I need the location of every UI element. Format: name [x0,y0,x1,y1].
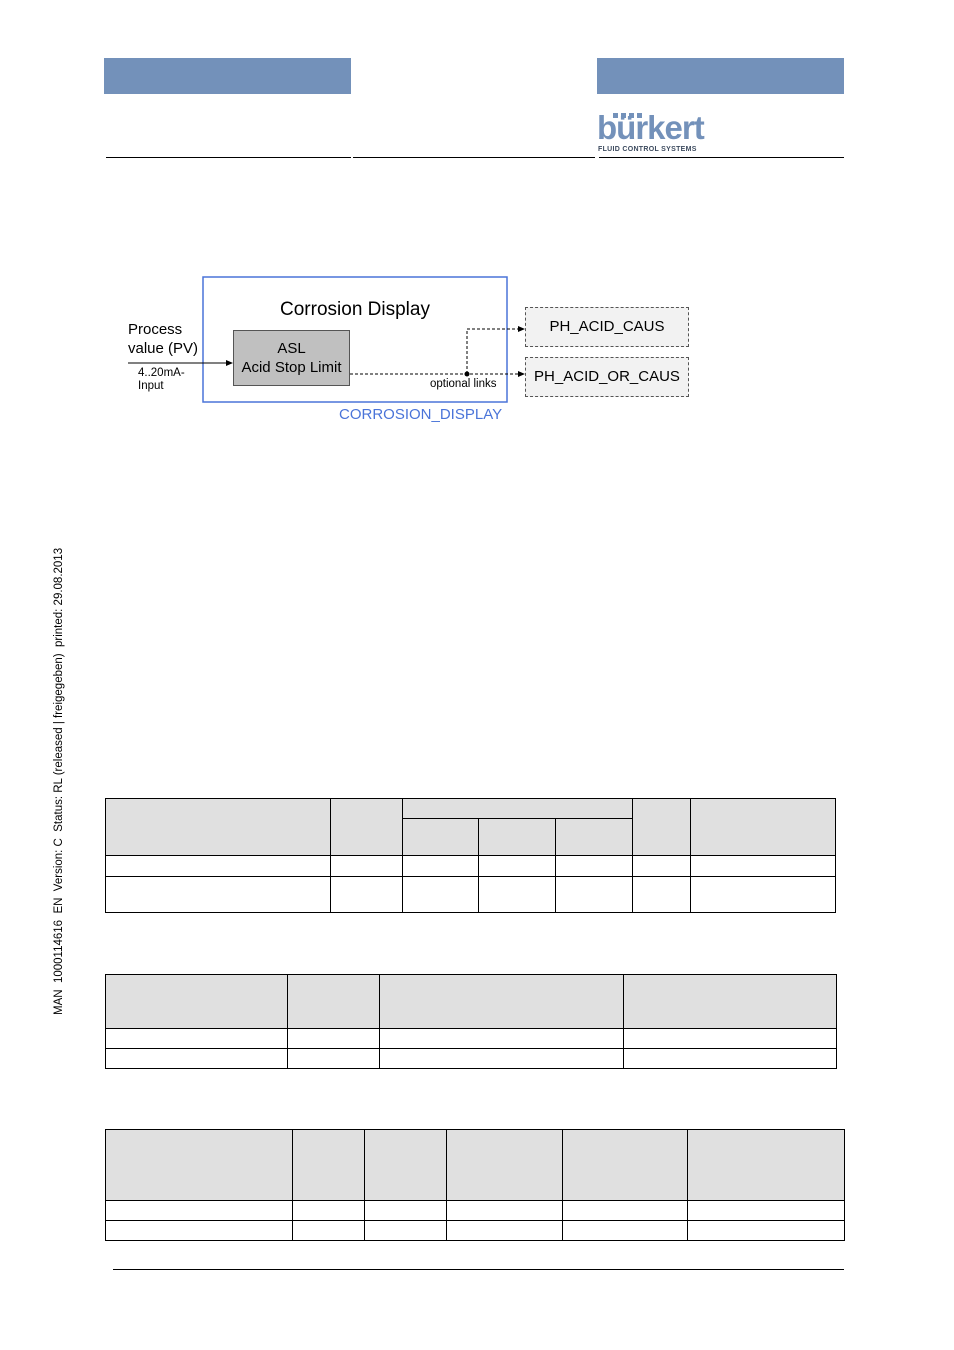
table-row [106,1201,845,1221]
footer-rule [113,1269,844,1270]
input-sub-line1: 4..20mA- [138,367,185,379]
table-row [106,877,836,913]
table-1-header-row [106,799,836,819]
output-arrowhead-lower [518,371,525,377]
table-1-subheader-cell [402,819,479,856]
optional-links-label: optional links [430,378,497,390]
table-1-header-cell [330,799,402,856]
asl-block-line1: ASL [277,340,306,357]
table-1-subheader-cell [479,819,556,856]
table-1-header-group [402,799,633,819]
module-name: CORROSION_DISPLAY [339,406,503,423]
link-junction [465,372,470,377]
table-1-header-cell [633,799,691,856]
asl-block-line2: Acid Stop Limit [241,359,342,376]
input-arrowhead [226,360,233,366]
diagram-title: Corrosion Display [280,299,430,320]
table-2-header-row [106,975,837,1029]
table-1-header-cell [106,799,331,856]
table-row [106,1029,837,1049]
document-side-text: MAN 1000114616 EN Version: C Status: RL (released | freigegeben) printed: 29.08.2013 [53,547,65,1015]
output-box-acid-caus: PH_ACID_CAUS [525,307,689,347]
asl-block [233,330,350,386]
brand-tagline: FLUID CONTROL SYSTEMS [598,146,697,153]
output-arrowhead-upper [518,326,525,332]
table-3 [105,1129,845,1241]
table-1-header-cell [691,799,836,856]
table-1-subheader-cell [556,819,633,856]
input-label-line2: value (PV) [128,340,199,357]
table-3-header-row [106,1130,845,1201]
brand-logo: bürkert [597,109,704,146]
table-1 [105,798,836,913]
input-sub-line2: Input [138,380,164,392]
table-row [106,1221,845,1241]
table-row [106,1049,837,1069]
table-2 [105,974,837,1069]
table-row [106,856,836,877]
input-label-line1: Process [128,321,183,338]
output-box-acid-or-caus: PH_ACID_OR_CAUS [525,357,689,397]
